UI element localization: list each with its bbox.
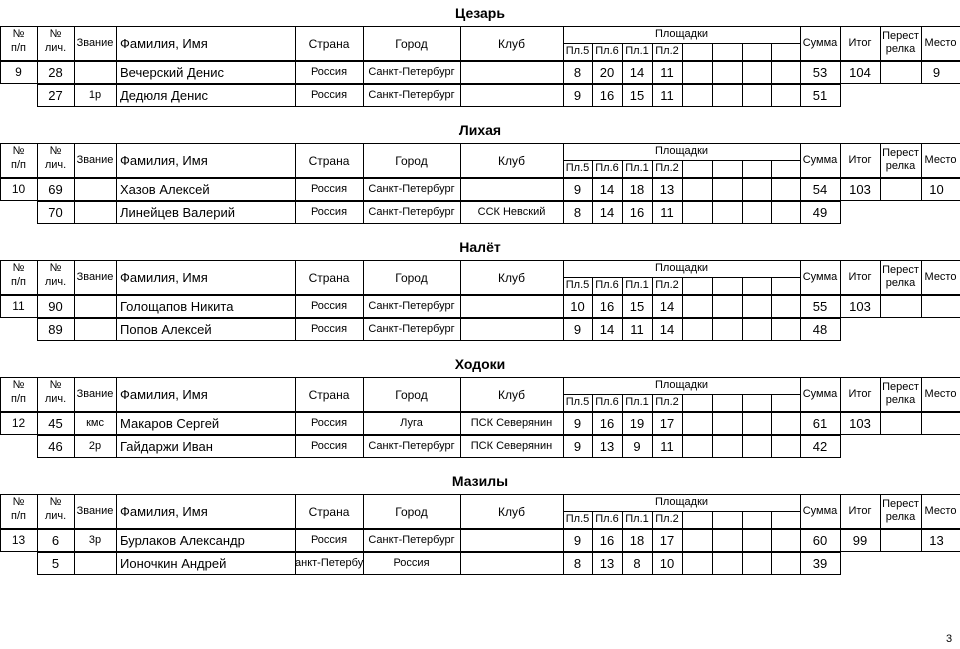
header-platform-label: Пл.5 [565,513,590,525]
header-sum-label: Сумма [802,505,838,517]
athlete-lic: 6 [51,533,60,548]
header-platform-label: Пл.1 [625,45,649,57]
table-cell [771,318,801,341]
header-pp-label: № [12,145,25,157]
team-total-value: 99 [852,533,868,548]
athlete-score: 16 [629,205,645,220]
athlete-club: ПСК Северянин [470,440,553,452]
table-cell [712,295,743,318]
table-cell [921,412,960,435]
table-cell [460,552,564,575]
team-title: Налёт [459,239,501,255]
table-cell [682,295,713,318]
athlete-score: 14 [629,65,645,80]
athlete-lic: 28 [48,65,63,80]
athlete-name: Макаров Сергей [120,416,220,431]
athlete-sum: 54 [812,182,828,197]
table-cell [460,61,564,84]
platform-subheader-cell [742,160,772,178]
athlete-lic: 27 [48,88,63,103]
table-cell [771,295,801,318]
athlete-rank: 1р [88,89,102,101]
table-cell [712,61,743,84]
athlete-score: 18 [629,533,645,548]
athlete-name: Попов Алексей [120,322,212,337]
athlete-score: 10 [570,299,585,314]
table-cell [712,412,743,435]
header-name-label: Фамилия, Имя [120,36,208,51]
athlete-city: Санкт-Петербург [368,440,455,452]
header-platforms-label: Площадки [654,262,709,274]
header-place-label: Место [924,271,957,283]
platform-subheader-cell [712,394,743,412]
table-cell [742,201,772,224]
header-rank-label: Звание [76,388,114,400]
header-platform-label: Пл.2 [655,162,679,174]
table-cell [880,61,922,84]
header-platforms-label: Площадки [654,379,709,391]
table-cell [712,435,743,458]
athlete-score: 14 [599,205,615,220]
header-shootoff-label: релка [885,160,916,172]
table-cell [742,552,772,575]
athlete-sum: 51 [812,88,828,103]
athlete-score: 9 [573,533,582,548]
header-sum-label: Сумма [802,37,838,49]
table-cell [712,529,743,552]
athlete-country: Россия [310,534,348,546]
athlete-city: Санкт-Петербург [368,323,455,335]
header-shootoff-label: релка [885,394,916,406]
header-lic-label: лич. [44,159,67,171]
table-cell [712,201,743,224]
header-shootoff-label: релка [885,511,916,523]
header-shootoff-label: Перест [882,381,919,393]
athlete-country: Россия [310,206,348,218]
athlete-lic: 89 [48,322,63,337]
athlete-sum: 49 [812,205,828,220]
platform-subheader-cell [771,277,801,295]
table-cell [74,61,117,84]
athlete-country: Россия [310,66,348,78]
header-name-label: Фамилия, Имя [120,504,208,519]
platform-subheader-cell [712,277,743,295]
athlete-lic: 69 [48,182,63,197]
table-cell [74,295,117,318]
team-pp-value: 11 [12,299,25,313]
athlete-score: 11 [660,439,674,454]
athlete-lic: 70 [48,205,63,220]
platform-subheader-cell [682,511,713,529]
table-cell [682,318,713,341]
table-cell [771,84,801,107]
header-platform-label: Пл.1 [625,279,649,291]
platform-subheader-cell [742,511,772,529]
header-shootoff-label: Перест [882,30,919,42]
platform-subheader-cell [742,394,772,412]
athlete-name: Вечерский Денис [120,65,224,80]
athlete-country: анкт-Петербу [295,557,364,569]
athlete-name: Гайдаржи Иван [120,439,213,454]
platform-subheader-cell [682,394,713,412]
table-cell [742,529,772,552]
athlete-lic: 5 [51,556,60,571]
table-cell [880,529,922,552]
athlete-score: 8 [573,65,582,80]
header-place-label: Место [924,37,957,49]
header-city-label: Город [395,388,428,402]
athlete-score: 16 [599,88,615,103]
header-platform-label: Пл.2 [655,45,679,57]
header-sum-label: Сумма [802,388,838,400]
header-platform-label: Пл.6 [595,396,619,408]
table-cell [712,318,743,341]
header-pp-label: п/п [11,42,26,54]
team-total-value: 103 [849,182,871,197]
header-platforms-label: Площадки [654,145,709,157]
header-shootoff-label: Перест [882,264,919,276]
athlete-score: 15 [629,88,645,103]
header-name-label: Фамилия, Имя [120,153,208,168]
athlete-country: Россия [310,417,348,429]
platform-subheader-cell [712,160,743,178]
athlete-lic: 90 [48,299,63,314]
platform-subheader-cell [771,511,801,529]
header-name-label: Фамилия, Имя [120,387,208,402]
athlete-lic: 46 [48,439,63,454]
header-total-label: Итог [848,37,872,49]
athlete-score: 16 [599,416,615,431]
athlete-city: Россия [393,557,430,569]
athlete-score: 11 [660,65,674,80]
athlete-score: 14 [659,322,675,337]
header-shootoff-label: релка [885,277,916,289]
athlete-sum: 61 [812,416,828,431]
athlete-name: Хазов Алексей [120,182,210,197]
team-title: Лихая [458,122,502,138]
athlete-score: 16 [599,299,615,314]
header-city-label: Город [395,37,428,51]
athlete-score: 15 [629,299,645,314]
header-lic-label: № [49,145,62,157]
athlete-score: 9 [573,322,582,337]
athlete-country: Россия [310,300,348,312]
athlete-score: 11 [660,88,674,103]
table-cell [712,84,743,107]
athlete-city: Санкт-Петербург [368,183,455,195]
athlete-name: Линейцев Валерий [120,205,235,220]
athlete-score: 13 [659,182,675,197]
platform-subheader-cell [682,43,713,61]
team-place-value: 9 [932,65,941,80]
header-place-label: Место [924,388,957,400]
table-cell [682,552,713,575]
header-shootoff-label: Перест [882,498,919,510]
header-country-label: Страна [308,505,350,519]
header-country-label: Страна [308,271,350,285]
platform-subheader-cell [712,511,743,529]
header-place-label: Место [924,505,957,517]
header-rank-label: Звание [76,37,114,49]
athlete-sum: 60 [812,533,828,548]
header-total-label: Итог [848,154,872,166]
athlete-country: Россия [310,440,348,452]
athlete-score: 10 [659,556,675,571]
header-pp-label: № [12,28,25,40]
athlete-rank: 3р [88,534,102,546]
athlete-score: 8 [573,205,582,220]
header-pp-label: № [12,262,25,274]
table-cell [712,552,743,575]
athlete-sum: 42 [812,439,828,454]
table-cell [771,412,801,435]
athlete-score: 9 [573,88,582,103]
header-shootoff-label: релка [885,43,916,55]
header-pp-label: п/п [11,159,26,171]
header-platforms-label: Площадки [654,496,709,508]
header-platform-label: Пл.5 [565,45,590,57]
table-cell [771,201,801,224]
header-club-label: Клуб [498,388,525,402]
header-platform-label: Пл.6 [595,45,619,57]
athlete-score: 16 [599,533,615,548]
athlete-score: 14 [599,182,615,197]
header-country-label: Страна [308,388,350,402]
header-platform-label: Пл.2 [655,396,679,408]
athlete-score: 20 [599,65,615,80]
header-platform-label: Пл.1 [625,162,649,174]
table-cell [74,201,117,224]
table-cell [771,435,801,458]
header-pp-label: № [12,496,25,508]
table-cell [682,412,713,435]
table-cell [460,318,564,341]
platform-subheader-cell [771,394,801,412]
team-pp-value: 12 [11,416,26,430]
header-club-label: Клуб [498,154,525,168]
header-platform-label: Пл.2 [655,279,679,291]
athlete-city: Луга [400,417,423,429]
table-cell [742,435,772,458]
header-platforms-label: Площадки [654,28,709,40]
table-cell [742,318,772,341]
header-total-label: Итог [848,505,872,517]
header-sum-label: Сумма [802,271,838,283]
header-place-label: Место [924,154,957,166]
athlete-club: ССК Невский [477,206,546,218]
athlete-score: 9 [573,416,582,431]
athlete-name: Ионочкин Андрей [120,556,227,571]
header-lic-label: лич. [44,276,67,288]
header-club-label: Клуб [498,271,525,285]
athlete-lic: 45 [48,416,63,431]
athlete-score: 8 [633,556,641,571]
header-name-label: Фамилия, Имя [120,270,208,285]
athlete-sum: 53 [812,65,828,80]
table-cell [742,295,772,318]
platform-subheader-cell [742,277,772,295]
team-total-value: 104 [849,65,871,80]
header-rank-label: Звание [76,154,114,166]
athlete-city: Санкт-Петербург [368,534,455,546]
header-lic-label: № [49,262,62,274]
athlete-rank: кмс [86,417,104,429]
header-total-label: Итог [848,271,872,283]
athlete-city: Санкт-Петербург [368,300,455,312]
athlete-name: Голощапов Никита [120,299,234,314]
athlete-city: Санкт-Петербург [368,66,455,78]
athlete-score: 8 [573,556,582,571]
table-cell [742,61,772,84]
athlete-name: Дедюля Денис [120,88,209,103]
table-cell [880,295,922,318]
team-pp-value: 13 [11,533,26,547]
table-cell [682,435,713,458]
table-cell [74,178,117,201]
table-cell [771,178,801,201]
table-cell [771,552,801,575]
header-platform-label: Пл.5 [565,279,590,291]
header-sum-label: Сумма [802,154,838,166]
header-lic-label: № [49,496,62,508]
athlete-sum: 39 [812,556,828,571]
athlete-score: 11 [630,322,644,337]
header-pp-label: № [12,379,25,391]
table-cell [771,61,801,84]
platform-subheader-cell [742,43,772,61]
header-platform-label: Пл.6 [595,162,619,174]
athlete-country: Россия [310,323,348,335]
header-platform-label: Пл.6 [595,279,619,291]
header-city-label: Город [395,154,428,168]
team-total-value: 103 [849,416,871,431]
table-cell [682,84,713,107]
header-platform-label: Пл.6 [595,513,619,525]
athlete-score: 9 [573,439,582,454]
header-pp-label: п/п [11,276,26,288]
header-club-label: Клуб [498,505,525,519]
athlete-score: 14 [659,299,675,314]
team-total-value: 103 [849,299,871,314]
team-pp-value: 10 [11,182,26,196]
platform-subheader-cell [682,160,713,178]
team-title: Цезарь [455,5,505,21]
team-place-value: 13 [929,533,944,548]
header-lic-label: лич. [44,510,67,522]
athlete-score: 9 [633,439,641,454]
athlete-score: 18 [629,182,645,197]
table-cell [460,295,564,318]
header-pp-label: п/п [11,393,26,405]
table-cell [74,552,117,575]
table-cell [880,178,922,201]
athlete-country: Россия [310,89,348,101]
page-number: 3 [946,633,953,645]
header-country-label: Страна [308,154,350,168]
table-cell [682,529,713,552]
header-club-label: Клуб [498,37,525,51]
table-cell [460,84,564,107]
table-cell [921,295,960,318]
table-cell [682,61,713,84]
header-platform-label: Пл.1 [625,396,649,408]
athlete-country: Россия [310,183,348,195]
header-lic-label: № [49,28,62,40]
athlete-club: ПСК Северянин [470,417,553,429]
athlete-score: 17 [659,416,675,431]
athlete-score: 13 [599,556,615,571]
table-cell [880,412,922,435]
athlete-score: 14 [599,322,615,337]
table-cell [742,178,772,201]
header-platform-label: Пл.2 [655,513,679,525]
athlete-score: 19 [629,416,645,431]
athlete-city: Санкт-Петербург [368,206,455,218]
header-city-label: Город [395,271,428,285]
header-lic-label: лич. [44,42,67,54]
team-pp-value: 9 [15,65,22,79]
athlete-score: 9 [573,182,582,197]
header-city-label: Город [395,505,428,519]
athlete-city: Санкт-Петербург [368,89,455,101]
header-rank-label: Звание [76,271,114,283]
table-cell [712,178,743,201]
platform-subheader-cell [771,43,801,61]
header-pp-label: п/п [11,510,26,522]
team-title: Мазилы [451,473,509,489]
athlete-score: 11 [660,205,674,220]
header-lic-label: лич. [44,393,67,405]
header-platform-label: Пл.5 [565,162,590,174]
table-cell [682,178,713,201]
header-country-label: Страна [308,37,350,51]
athlete-sum: 55 [812,299,828,314]
table-cell [460,178,564,201]
header-total-label: Итог [848,388,872,400]
team-place-value: 10 [929,182,944,197]
athlete-rank: 2р [88,440,102,452]
platform-subheader-cell [682,277,713,295]
table-cell [771,529,801,552]
table-cell [74,318,117,341]
header-platform-label: Пл.5 [565,396,590,408]
platform-subheader-cell [771,160,801,178]
header-rank-label: Звание [76,505,114,517]
table-cell [682,201,713,224]
header-lic-label: № [49,379,62,391]
header-platform-label: Пл.1 [625,513,649,525]
table-cell [460,529,564,552]
athlete-score: 17 [659,533,675,548]
athlete-sum: 48 [812,322,828,337]
header-shootoff-label: Перест [882,147,919,159]
athlete-name: Бурлаков Александр [120,533,245,548]
table-cell [742,84,772,107]
platform-subheader-cell [712,43,743,61]
team-title: Ходоки [454,356,506,372]
athlete-score: 13 [599,439,615,454]
table-cell [742,412,772,435]
